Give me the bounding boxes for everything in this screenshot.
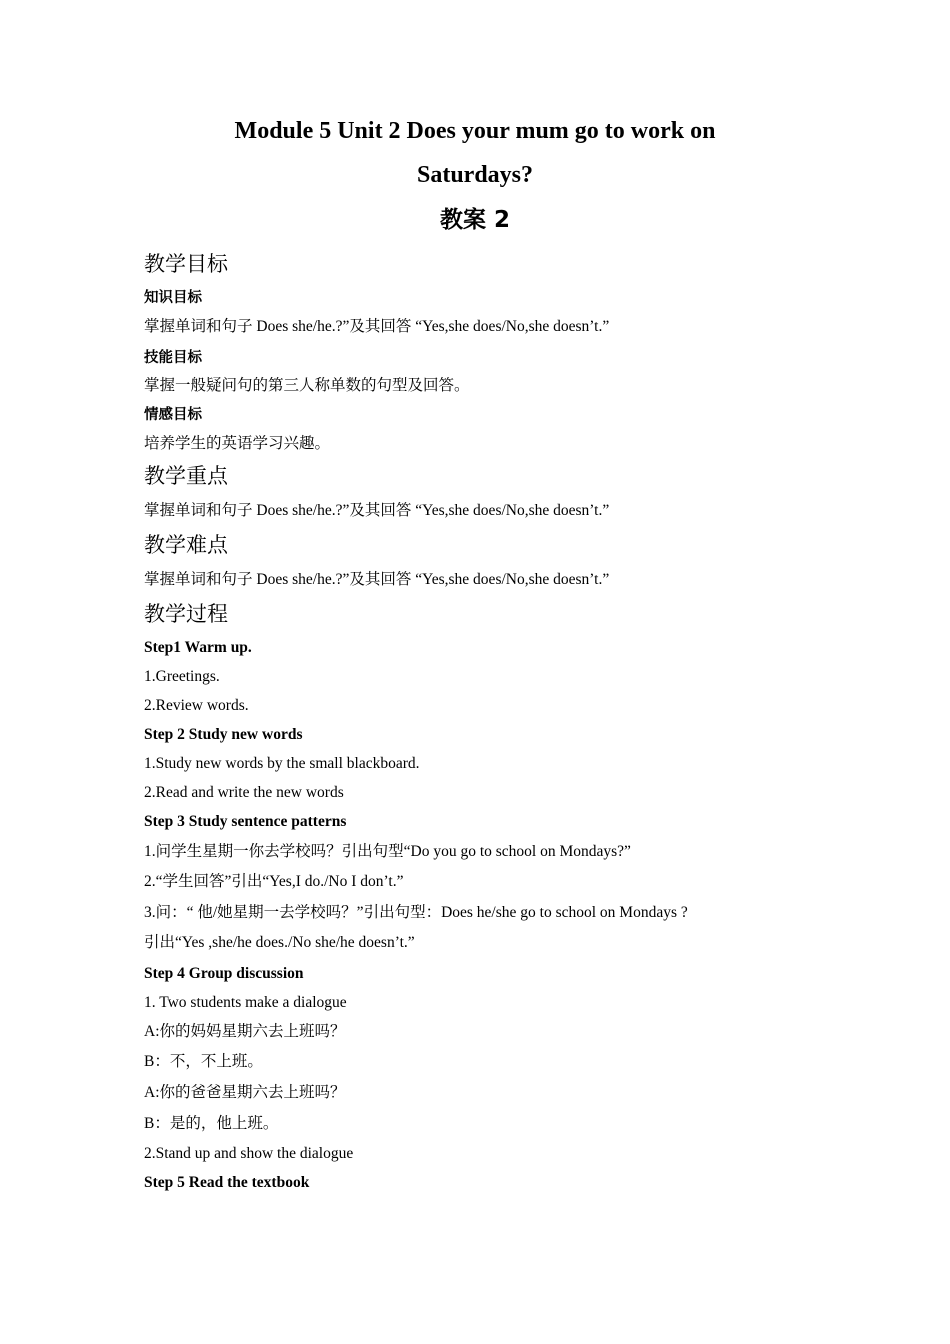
key-points-text: 掌握单词和句子 Does she/he.?”及其回答 “Yes,she does/No,she doesn’t.” bbox=[144, 502, 610, 519]
step-2-item: 1.Study new words by the small blackboard. bbox=[144, 755, 420, 772]
step-4-title: Step 4 Group discussion bbox=[144, 965, 304, 982]
section-heading-process: 教学过程 bbox=[144, 602, 228, 626]
step-3-item: 引出“Yes ,she/he does./No she/he doesn’t.” bbox=[144, 934, 415, 951]
step-4-item: 2.Stand up and show the dialogue bbox=[144, 1145, 354, 1162]
knowledge-text: 掌握单词和句子 Does she/he.?”及其回答 “Yes,she does/No,she doesn’t.” bbox=[144, 318, 610, 335]
step-4-item: B：不，不上班。 bbox=[144, 1053, 263, 1070]
step-1-item: 2.Review words. bbox=[144, 697, 249, 714]
step-5-title: Step 5 Read the textbook bbox=[144, 1174, 310, 1191]
subheading-emotion: 情感目标 bbox=[144, 407, 202, 423]
subheading-knowledge: 知识目标 bbox=[144, 290, 202, 306]
step-1-item: 1.Greetings. bbox=[144, 668, 220, 685]
step-2-title: Step 2 Study new words bbox=[144, 726, 303, 743]
step-3-item: 2.“学生回答”引出“Yes,I do./No I don’t.” bbox=[144, 873, 404, 890]
step-4-item: B：是的，他上班。 bbox=[144, 1115, 279, 1132]
step-3-item: 1.问学生星期一你去学校吗？引出句型“Do you go to school on Mondays?” bbox=[144, 843, 631, 860]
section-heading-key-points: 教学重点 bbox=[144, 464, 228, 488]
step-4-item: 1. Two students make a dialogue bbox=[144, 994, 347, 1011]
step-3-title: Step 3 Study sentence patterns bbox=[144, 813, 347, 830]
emotion-text: 培养学生的英语学习兴趣。 bbox=[144, 435, 331, 452]
subheading-skill: 技能目标 bbox=[144, 350, 202, 366]
step-3-item: 3.问：“ 他/她星期一去学校吗？”引出句型：Does he/she go to school on Mondays ? bbox=[144, 904, 688, 921]
step-4-item: A:你的妈妈星期六去上班吗？ bbox=[144, 1023, 346, 1040]
document-title-line-1: Module 5 Unit 2 Does your mum go to work on bbox=[234, 118, 716, 144]
document-subtitle: 教案 2 bbox=[439, 207, 510, 233]
step-2-item: 2.Read and write the new words bbox=[144, 784, 344, 801]
skill-text: 掌握一般疑问句的第三人称单数的句型及回答。 bbox=[144, 377, 470, 394]
difficulties-text: 掌握单词和句子 Does she/he.?”及其回答 “Yes,she does/No,she doesn’t.” bbox=[144, 571, 610, 588]
step-4-item: A:你的爸爸星期六去上班吗？ bbox=[144, 1084, 346, 1101]
section-heading-difficulties: 教学难点 bbox=[144, 533, 228, 557]
document-title-line-2: Saturdays? bbox=[416, 162, 534, 188]
section-heading-objectives: 教学目标 bbox=[144, 252, 228, 276]
step-1-title: Step1 Warm up. bbox=[144, 639, 252, 656]
